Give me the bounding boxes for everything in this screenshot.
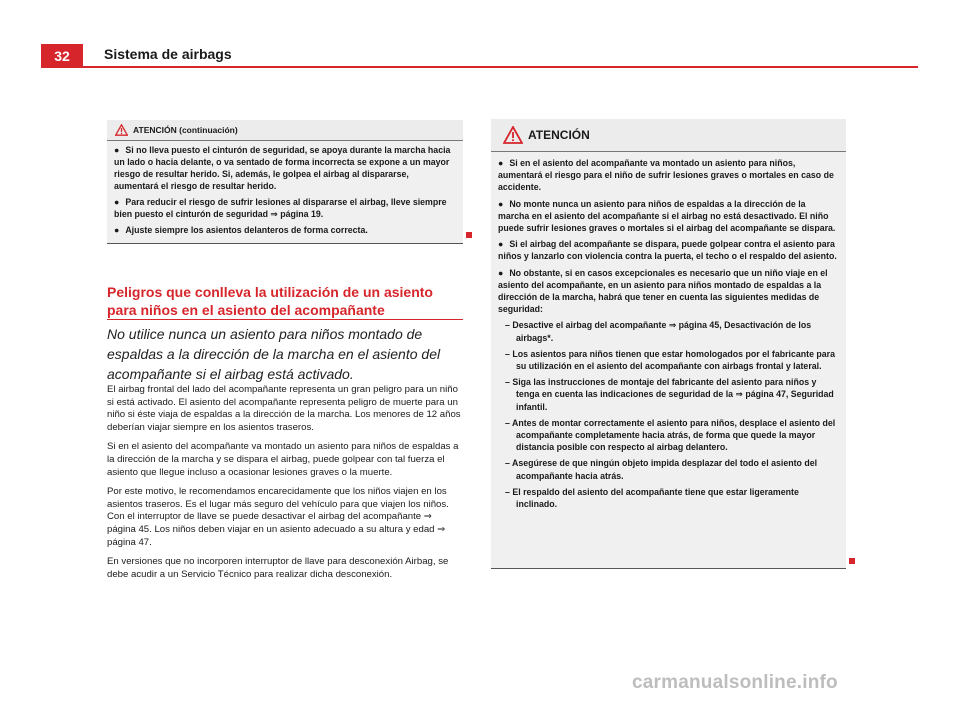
warning-item: ● No obstante, si en casos excepcionales es necesario que un niño viaje en el asiento del acompañante, en un asiento para niños montado de espaldas a la dirección de la marcha, habrá que tener en cuenta las siguientes medidas de seguridad:	[498, 267, 828, 315]
warning-subitem: – El respaldo del asiento del acompañante tiene que estar ligeramente inclinado.	[505, 486, 799, 510]
warning-box-main	[491, 119, 846, 569]
bullet: ●	[498, 239, 504, 250]
paragraph: Por este motivo, le recomendamos encarecidamente que los niños viajen en los asientos traseros. Es el lugar más seguro del vehículo para que viajen los niños. Con el interruptor de llave se puede desactivar el airbag del acompañante ⇒ página 45. Los niños deben viajar en un asiento adecuado a su altura y edad ⇒ página 47.	[107, 486, 449, 548]
warning-item: ● Si el airbag del acompañante se dispara, puede golpear contra el asiento para niños y lanzarlo con violencia contra la puerta, el techo o el respaldo del asiento.	[498, 239, 837, 262]
warning-triangle-icon	[503, 126, 523, 144]
bullet: ●	[114, 225, 120, 235]
warning-triangle-icon	[115, 124, 128, 136]
warning-item: ● No monte nunca un asiento para niños de espaldas a la dirección de la marcha en el asiento del acompañante si el airbag no está desactivado. El niño puede sufrir lesiones graves o mortales si el airbag del acompañante se dispara.	[498, 198, 836, 234]
section-title: Peligros que conlleva la utilización de un asiento para niños en el asiento del acompañante	[107, 284, 433, 318]
warning-item: ● Ajuste siempre los asientos delanteros de forma correcta.	[114, 225, 368, 235]
warning-item: ● Si no lleva puesto el cinturón de seguridad, se apoya durante la marcha hacia un lado o hacia delante, o va sentado de forma incorrecta se expone a un mayor riesgo de resultar herido. Si, además, le golpea el airbag al dispararse, aumentará el riesgo de resultar herido.	[114, 145, 451, 191]
page-number: 32	[41, 44, 83, 68]
warning-subitem: – Siga las instrucciones de montaje del fabricante del asiento para niños y tenga en cuenta las indicaciones de seguridad de la ⇒ página 47, Seguridad infantil.	[505, 377, 834, 412]
bullet: ●	[114, 145, 120, 155]
header-rule	[41, 66, 918, 68]
section-lead: No utilice nunca un asiento para niños montado de espaldas a la dirección de la marcha en el asiento del acompañante si el airbag está activado.	[107, 326, 441, 382]
warning-header	[107, 120, 463, 141]
bullet: ●	[498, 198, 504, 209]
warning-title: ATENCIÓN (continuación)	[133, 125, 238, 135]
paragraph: En versiones que no incorporen interruptor de llave para desconexión Airbag, se debe acudir a un Servicio Técnico para realizar dicha desconexión.	[107, 556, 449, 580]
warning-subitem: – Los asientos para niños tienen que estar homologados por el fabricante para su utilización en el asiento del acompañante con airbags frontal y lateral.	[505, 348, 835, 372]
watermark: carmanualsonline.info	[632, 672, 838, 693]
warning-item: ● Para reducir el riesgo de sufrir lesiones al dispararse el airbag, lleve siempre bien puesto el cinturón de seguridad ⇒ página 19.	[114, 197, 447, 219]
section-body	[107, 384, 463, 588]
bullet: ●	[114, 197, 120, 207]
paragraph: Si en el asiento del acompañante va montado un asiento para niños de espaldas a la dirección de la marcha y se dispara el airbag, puede golpear con tal fuerza el asiento que llegue incluso a ocasionar lesiones graves o la muerte.	[107, 441, 459, 478]
end-mark	[849, 558, 855, 564]
warning-box-continued	[107, 120, 463, 244]
warning-header	[491, 119, 846, 152]
end-mark	[466, 232, 472, 238]
warning-title: ATENCIÓN	[528, 128, 590, 142]
warning-subitem: – Antes de montar correctamente el asiento para niños, desplace el asiento del acompañante completamente hacia atrás, de forma que quede la mayor distancia posible con respecto al airbag delantero.	[505, 417, 836, 453]
warning-subitem: – Asegúrese de que ningún objeto impida desplazar del todo el asiento del acompañante hacia atrás.	[505, 458, 818, 481]
bullet: ●	[498, 158, 504, 168]
paragraph: El airbag frontal del lado del acompañante representa un gran peligro para un niño si está activado. El asiento del acompañante representa peligro de muerte para un niño si éste viaja de espaldas a la dirección de la marcha. Los menores de 12 años deberían viajar siempre en los asientos traseros.	[107, 384, 461, 433]
warning-subitem: – Desactive el airbag del acompañante ⇒ página 45, Desactivación de los airbags*.	[505, 320, 812, 343]
section-rule	[107, 319, 463, 320]
warning-item: ● Si en el asiento del acompañante va montado un asiento para niños, aumentará el riesgo para el niño de sufrir lesiones graves o mortales en caso de accidente.	[498, 158, 834, 193]
chapter-title: Sistema de airbags	[104, 46, 232, 62]
bullet: ●	[498, 267, 504, 278]
